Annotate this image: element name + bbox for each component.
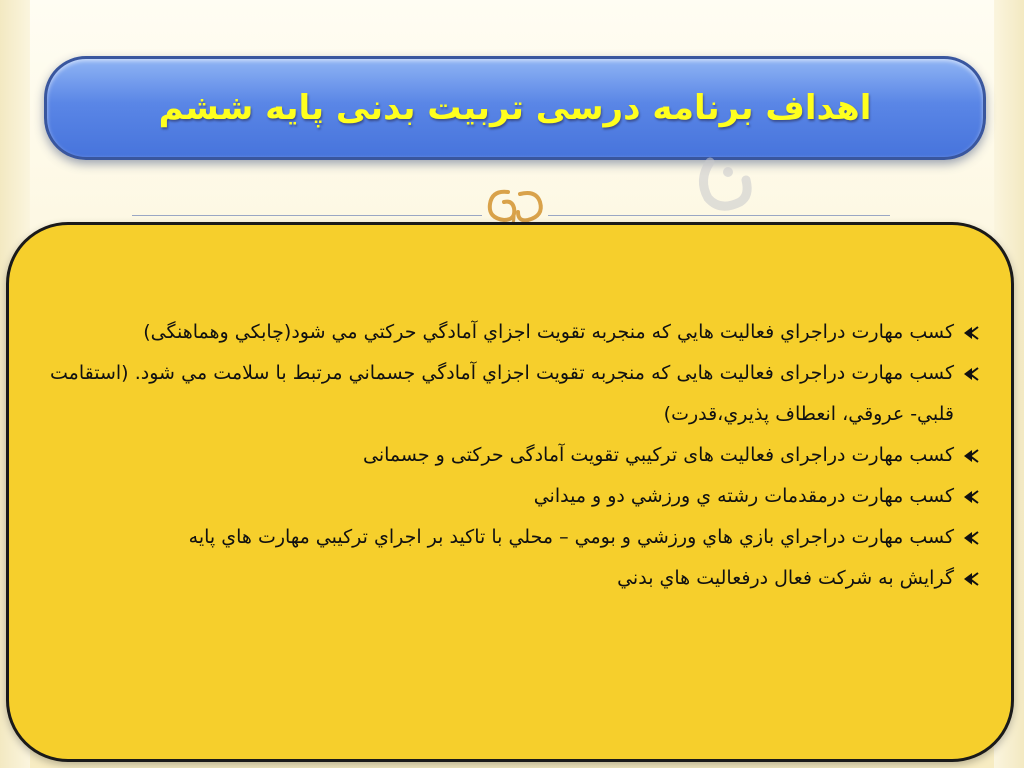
check-arrow-bullet-icon (960, 528, 980, 548)
objective-item (50, 476, 980, 517)
divider-line-left (132, 215, 482, 216)
objective-text: كسب مهارت دراجراي فعاليت هايي كه منجربه تقويت اجزاي آمادگي حركتي مي شود(چابكي وهماهنگی) (143, 321, 954, 343)
objectives-list (50, 312, 980, 599)
objective-item (50, 353, 980, 435)
objective-text: كسب مهارت دراجرای فعالیت هایی كه منجربه تقويت اجزاي آمادگي جسماني مرتبط با سلامت مي شود. (استقامت قلبي- عروقي، انعطاف پذيري،قدرت) (50, 362, 954, 425)
faint-glyph-watermark (690, 150, 760, 220)
objective-item (50, 435, 980, 476)
objective-text: گرايش به شركت فعال درفعاليت هاي بدني (617, 567, 954, 589)
objective-text: كسب مهارت دراجراي بازي هاي ورزشي و بومي – محلي با تاكيد بر اجراي تركيبي مهارت هاي پايه (188, 526, 954, 548)
check-arrow-bullet-icon (960, 446, 980, 466)
objective-item (50, 517, 980, 558)
objective-text: كسب مهارت دراجرای فعالیت های تركيبي تقويت آمادگی حرکتی و جسمانی (362, 444, 954, 466)
objective-text: كسب مهارت درمقدمات رشته ي ورزشي دو و ميداني (533, 485, 954, 507)
slide-title: اهداف برنامه درسی تربیت بدنی پایه ششم (158, 88, 872, 128)
check-arrow-bullet-icon (960, 487, 980, 507)
check-arrow-bullet-icon (960, 323, 980, 343)
objective-item (50, 558, 980, 599)
check-arrow-bullet-icon (960, 569, 980, 589)
title-banner (44, 56, 986, 160)
objective-item (50, 312, 980, 353)
check-arrow-bullet-icon (960, 364, 980, 384)
divider-line-right (548, 215, 890, 216)
